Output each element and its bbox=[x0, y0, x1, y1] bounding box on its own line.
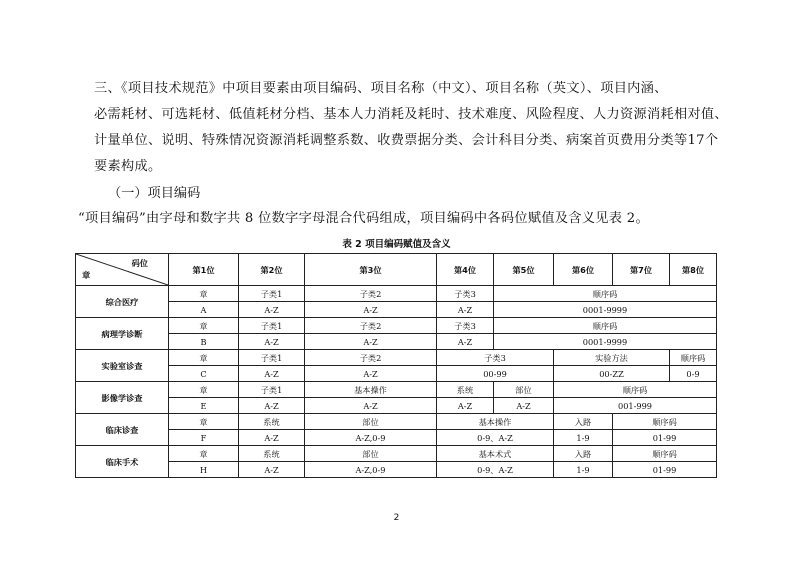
category-cell: 实验室诊查 bbox=[76, 350, 169, 382]
table-header-row bbox=[76, 254, 717, 286]
table-cell: 00-99 bbox=[437, 366, 554, 382]
table-cell: 1-9 bbox=[554, 462, 613, 478]
position-header: 第1位 bbox=[169, 254, 239, 286]
table-cell: A-Z bbox=[239, 430, 305, 446]
table-row bbox=[76, 382, 717, 398]
category-cell: 影像学诊查 bbox=[76, 382, 169, 414]
table-cell: 顺序码 bbox=[613, 446, 717, 462]
table-cell: 0-9 bbox=[670, 366, 717, 382]
table-cell: 部位 bbox=[305, 414, 437, 430]
table-cell: A-Z,0-9 bbox=[305, 462, 437, 478]
table-cell: 章 bbox=[169, 286, 239, 302]
table-cell: A-Z bbox=[239, 302, 305, 318]
corner-top-label: 码位 bbox=[131, 258, 148, 268]
table-cell: 子类1 bbox=[239, 318, 305, 334]
table-cell: 子类3 bbox=[437, 318, 494, 334]
table-caption: 表 2 项目编码赋值及含义 bbox=[342, 239, 451, 250]
table-cell: 子类3 bbox=[437, 286, 494, 302]
table-cell: A bbox=[169, 302, 239, 318]
table-cell: 部位 bbox=[305, 446, 437, 462]
table-cell: B bbox=[169, 334, 239, 350]
category-cell: 病理学诊断 bbox=[76, 318, 169, 350]
table-cell: 系统 bbox=[239, 446, 305, 462]
table-cell: F bbox=[169, 430, 239, 446]
category-cell: 综合医疗 bbox=[76, 286, 169, 318]
table-cell: A-Z bbox=[437, 302, 494, 318]
table-cell: A-Z,0-9 bbox=[305, 430, 437, 446]
table-cell: 01-99 bbox=[613, 430, 717, 446]
page-number: 2 bbox=[393, 513, 400, 523]
table-cell: 顺序码 bbox=[494, 318, 717, 334]
intro-paragraph bbox=[94, 76, 734, 180]
table-row bbox=[76, 302, 717, 318]
table-cell: E bbox=[169, 398, 239, 414]
table-cell: 子类1 bbox=[239, 382, 305, 398]
table-cell: 部位 bbox=[494, 382, 554, 398]
position-header: 第7位 bbox=[613, 254, 670, 286]
section-heading: （一）项目编码 bbox=[108, 186, 201, 201]
table-cell: C bbox=[169, 366, 239, 382]
table-cell: 0-9、A-Z bbox=[437, 462, 554, 478]
table-cell: 子类1 bbox=[239, 286, 305, 302]
position-header: 第4位 bbox=[437, 254, 494, 286]
table-cell: 系统 bbox=[437, 382, 494, 398]
table-row bbox=[76, 398, 717, 414]
table-row bbox=[76, 318, 717, 334]
table-cell: 章 bbox=[169, 414, 239, 430]
table-cell: 顺序码 bbox=[554, 382, 717, 398]
position-header: 第3位 bbox=[305, 254, 437, 286]
table-cell: A-Z bbox=[305, 302, 437, 318]
category-cell: 临床手术 bbox=[76, 446, 169, 478]
table-cell: 子类2 bbox=[305, 286, 437, 302]
table-cell: 子类2 bbox=[305, 318, 437, 334]
table-cell: 入路 bbox=[554, 446, 613, 462]
table-cell: 00-ZZ bbox=[554, 366, 670, 382]
table-row bbox=[76, 350, 717, 366]
table-cell: A-Z bbox=[305, 334, 437, 350]
table-cell: 系统 bbox=[239, 414, 305, 430]
table-cell: 001-999 bbox=[554, 398, 717, 414]
position-header: 第2位 bbox=[239, 254, 305, 286]
table-cell: 0001-9999 bbox=[494, 334, 717, 350]
paragraph-line: 计量单位、说明、特殊情况资源消耗调整系数、收费票据分类、会计科目分类、病案首页费用分类等17个 bbox=[94, 133, 719, 148]
paragraph-line: 要素构成。 bbox=[94, 159, 162, 174]
position-header: 第8位 bbox=[670, 254, 717, 286]
table-cell: 1-9 bbox=[554, 430, 613, 446]
table-row bbox=[76, 446, 717, 462]
table-cell: A-Z bbox=[239, 366, 305, 382]
table-cell: 实验方法 bbox=[554, 350, 670, 366]
table-row bbox=[76, 430, 717, 446]
table-cell: A-Z bbox=[437, 334, 494, 350]
table-cell: A-Z bbox=[239, 334, 305, 350]
corner-cell bbox=[76, 254, 169, 286]
table-cell: 基本术式 bbox=[437, 446, 554, 462]
table-cell: 章 bbox=[169, 446, 239, 462]
paragraph-line: 三、《项目技术规范》中项目要素由项目编码、项目名称（中文）、项目名称（英文）、项目内涵、 bbox=[94, 81, 668, 96]
table-cell: 子类3 bbox=[437, 350, 554, 366]
table-cell: 0-9、A-Z bbox=[437, 430, 554, 446]
table-cell: H bbox=[169, 462, 239, 478]
code-table bbox=[75, 253, 717, 478]
table-cell: 顺序码 bbox=[494, 286, 717, 302]
table-cell: A-Z bbox=[305, 366, 437, 382]
table-cell: 入路 bbox=[554, 414, 613, 430]
table-cell: 章 bbox=[169, 382, 239, 398]
table-row bbox=[76, 414, 717, 430]
table-cell: 基本操作 bbox=[305, 382, 437, 398]
table-cell: A-Z bbox=[494, 398, 554, 414]
table-cell: 子类1 bbox=[239, 350, 305, 366]
table-cell: 顺序码 bbox=[613, 414, 717, 430]
table-row bbox=[76, 366, 717, 382]
position-header: 第5位 bbox=[494, 254, 554, 286]
code-paragraph: “项目编码”由字母和数字共 8 位数字字母混合代码组成，项目编码中各码位赋值及含义见表 2。 bbox=[78, 211, 649, 226]
paragraph-line: 必需耗材、可选耗材、低值耗材分档、基本人力消耗及耗时、技术难度、风险程度、人力资源消耗相对值、 bbox=[94, 107, 728, 122]
table-row bbox=[76, 462, 717, 478]
table-cell: 01-99 bbox=[613, 462, 717, 478]
table-cell: 基本操作 bbox=[437, 414, 554, 430]
table-row bbox=[76, 286, 717, 302]
table-cell: 顺序码 bbox=[670, 350, 717, 366]
table-cell: A-Z bbox=[305, 398, 437, 414]
table-cell: 子类2 bbox=[305, 350, 437, 366]
table-cell: 章 bbox=[169, 350, 239, 366]
table-cell: A-Z bbox=[239, 398, 305, 414]
table-cell: 章 bbox=[169, 318, 239, 334]
table-cell: A-Z bbox=[437, 398, 494, 414]
table-row bbox=[76, 334, 717, 350]
table-cell: A-Z bbox=[239, 462, 305, 478]
position-header: 第6位 bbox=[554, 254, 613, 286]
corner-bottom-label: 章 bbox=[82, 270, 91, 280]
table-cell: 0001-9999 bbox=[494, 302, 717, 318]
category-cell: 临床诊查 bbox=[76, 414, 169, 446]
